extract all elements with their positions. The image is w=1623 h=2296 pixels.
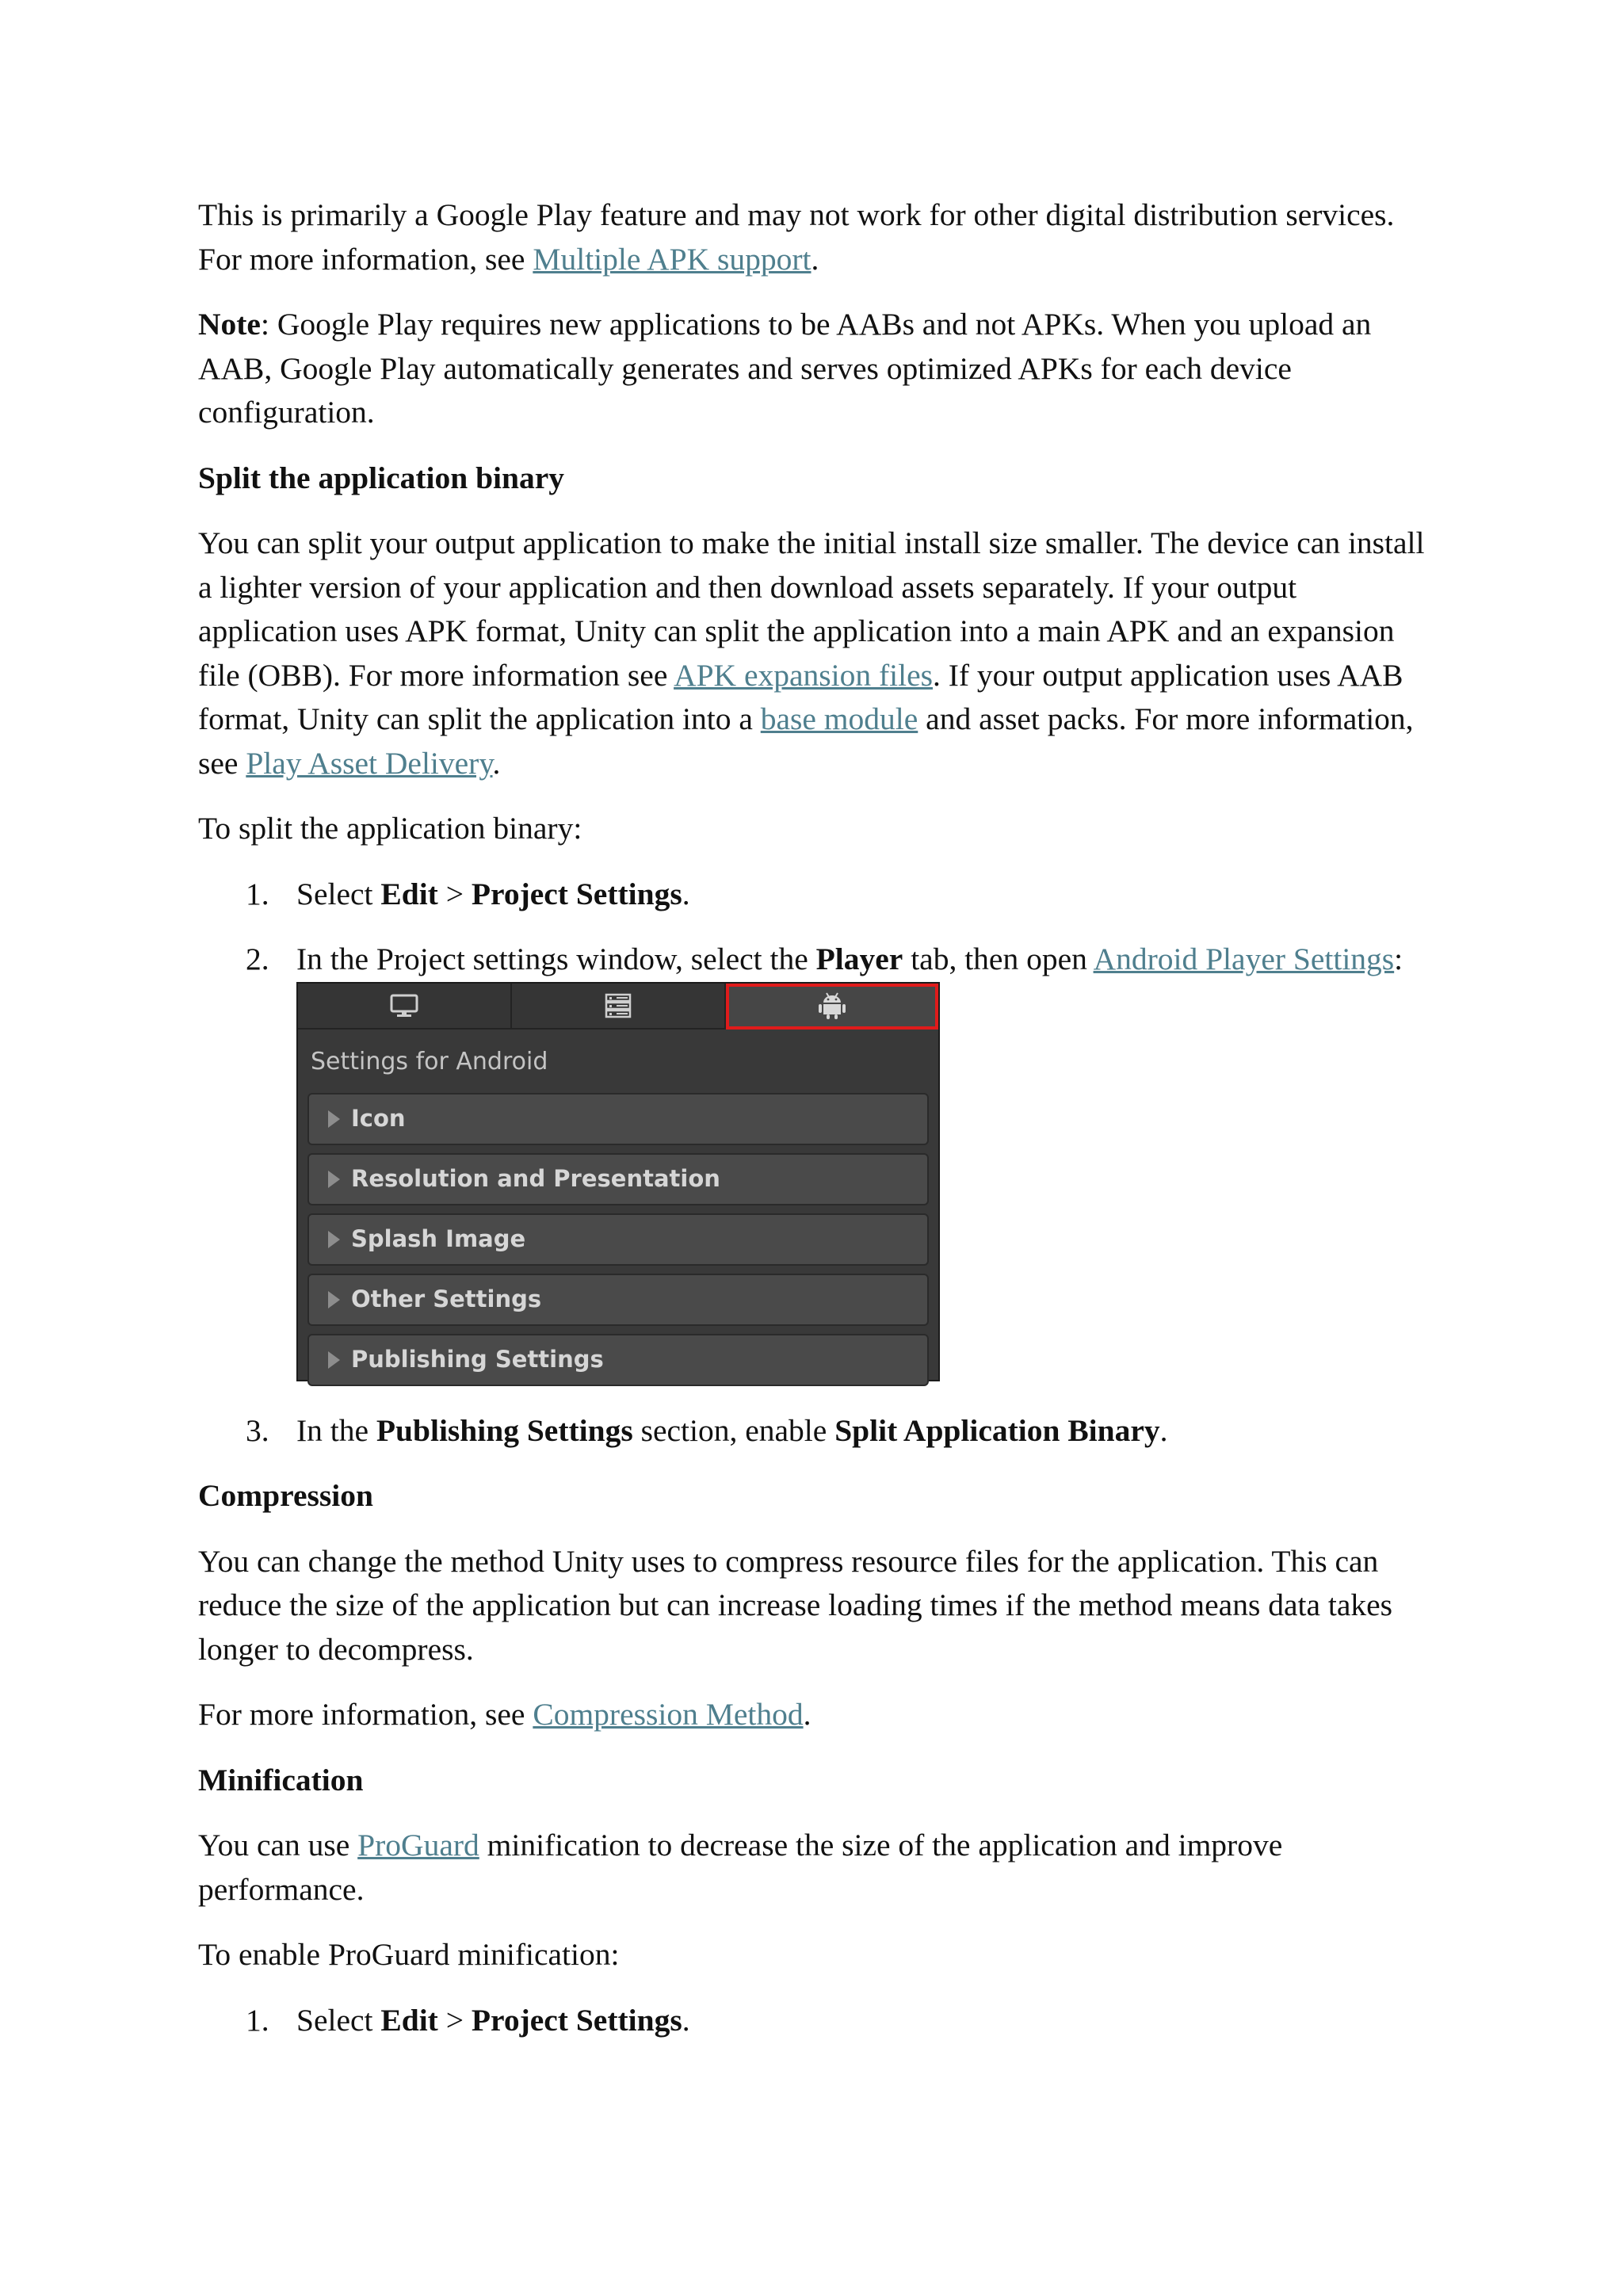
minification-heading: Minification (198, 1762, 364, 1797)
minification-step-1 (198, 1999, 1442, 2043)
triangle-right-icon (328, 1291, 340, 1308)
proguard-link[interactable]: ProGuard (357, 1828, 479, 1862)
step-number: 2. (246, 942, 269, 976)
triangle-right-icon (328, 1351, 340, 1369)
section-label: Icon (351, 1104, 406, 1132)
section-label: Splash Image (351, 1224, 526, 1252)
icon-section[interactable] (307, 1093, 929, 1145)
triangle-right-icon (328, 1231, 340, 1248)
compression-more-end: . (803, 1697, 812, 1732)
split-text-d: . (492, 745, 501, 781)
compression-paragraph: You can change the method Unity uses to compress resource files for the application. This can reduce the size of the application but can increase loading times if the method means data takes longer to decompress. (198, 1543, 1393, 1667)
apk-expansion-files-link[interactable]: APK expansion files (674, 657, 933, 693)
android-icon (819, 991, 846, 1020)
step-end: . (682, 2002, 690, 2038)
step-text: section, enable (632, 1412, 835, 1448)
step-text: In the Project settings window, select the (296, 942, 816, 976)
step-end: . (1159, 1412, 1168, 1448)
settings-for-android-title: Settings for Android (311, 1047, 548, 1075)
split-heading: Split the application binary (198, 460, 565, 495)
minification-paragraph (198, 1824, 1442, 1912)
edit-menu-label: Edit (380, 876, 438, 911)
intro-text: This is primarily a Google Play feature and may not work for other digital distribution services. For more information, see (198, 197, 1395, 277)
minification-text-b: minification to decrease the size of the application and improve performance. (198, 1828, 1283, 1907)
section-label: Other Settings (351, 1285, 542, 1312)
triangle-right-icon (328, 1110, 340, 1128)
step-end: . (682, 876, 690, 911)
section-label: Publishing Settings (351, 1345, 604, 1373)
split-step-1 (198, 873, 1442, 917)
tab-standalone[interactable] (298, 984, 512, 1028)
section-label: Resolution and Presentation (351, 1164, 720, 1192)
step-text: Select (296, 2002, 381, 2038)
other-settings-section[interactable] (307, 1274, 929, 1326)
split-paragraph (198, 521, 1442, 785)
step-number: 1. (246, 876, 269, 911)
split-step-2 (198, 938, 1442, 1381)
intro-paragraph (198, 193, 1442, 281)
platform-tabs (298, 984, 938, 1030)
monitor-icon (389, 993, 419, 1018)
minification-steps-list (198, 1999, 1442, 2043)
step-end: : (1394, 942, 1403, 976)
multiple-apk-support-link[interactable]: Multiple APK support (533, 241, 812, 277)
tab-server[interactable] (512, 984, 726, 1028)
note-text: : Google Play requires new applications to be AABs and not APKs. When you upload an AAB, Google Play automatically generates and serves optimized APKs for each device configuration. (198, 307, 1372, 430)
compression-method-link[interactable]: Compression Method (533, 1697, 804, 1732)
play-asset-delivery-link[interactable]: Play Asset Delivery (246, 745, 493, 781)
splash-image-section[interactable] (307, 1213, 929, 1266)
base-module-link[interactable]: base module (760, 701, 918, 736)
server-icon (605, 993, 632, 1018)
split-application-binary-label: Split Application Binary (834, 1412, 1160, 1448)
player-tab-label: Player (815, 942, 903, 976)
split-steps-list (198, 873, 1442, 1454)
note-paragraph (198, 303, 1442, 435)
split-step-3 (198, 1409, 1442, 1454)
minification-steps-intro: To enable ProGuard minification: (198, 1937, 620, 1972)
step-text: Select (296, 876, 381, 911)
step-text: In the (296, 1412, 376, 1448)
step-separator: > (437, 876, 472, 911)
step-number: 1. (246, 2002, 269, 2038)
tab-android[interactable] (726, 984, 938, 1028)
android-settings-screenshot (296, 982, 940, 1381)
step-text: tab, then open (903, 942, 1094, 976)
project-settings-label: Project Settings (471, 876, 682, 911)
split-text-b: . If your output application uses AAB format, Unity can split the application into a (198, 657, 1403, 736)
split-text-a: You can split your output application to make the initial install size smaller. The device can install a lighter version of your application and then download assets separately. If your output application uses APK format, Unity can split the application into a main APK and an expansion file (OBB). For more information see (198, 525, 1425, 693)
split-text-c: and asset packs. For more information, see (198, 701, 1414, 781)
compression-heading: Compression (198, 1478, 373, 1513)
publishing-settings-section[interactable] (307, 1334, 929, 1386)
project-settings-label: Project Settings (471, 2002, 682, 2038)
compression-more-info (198, 1693, 1442, 1737)
compression-more-text: For more information, see (198, 1697, 533, 1732)
android-player-settings-link[interactable]: Android Player Settings (1093, 942, 1395, 976)
minification-text-a: You can use (198, 1828, 358, 1862)
split-steps-intro: To split the application binary: (198, 811, 582, 846)
step-separator: > (437, 2002, 472, 2038)
resolution-presentation-section[interactable] (307, 1153, 929, 1205)
triangle-right-icon (328, 1171, 340, 1188)
step-number: 3. (246, 1412, 269, 1448)
note-label: Note (198, 307, 261, 342)
edit-menu-label: Edit (380, 2002, 438, 2038)
document-page (198, 193, 1442, 2064)
intro-end: . (811, 241, 819, 277)
publishing-settings-label: Publishing Settings (376, 1412, 633, 1448)
